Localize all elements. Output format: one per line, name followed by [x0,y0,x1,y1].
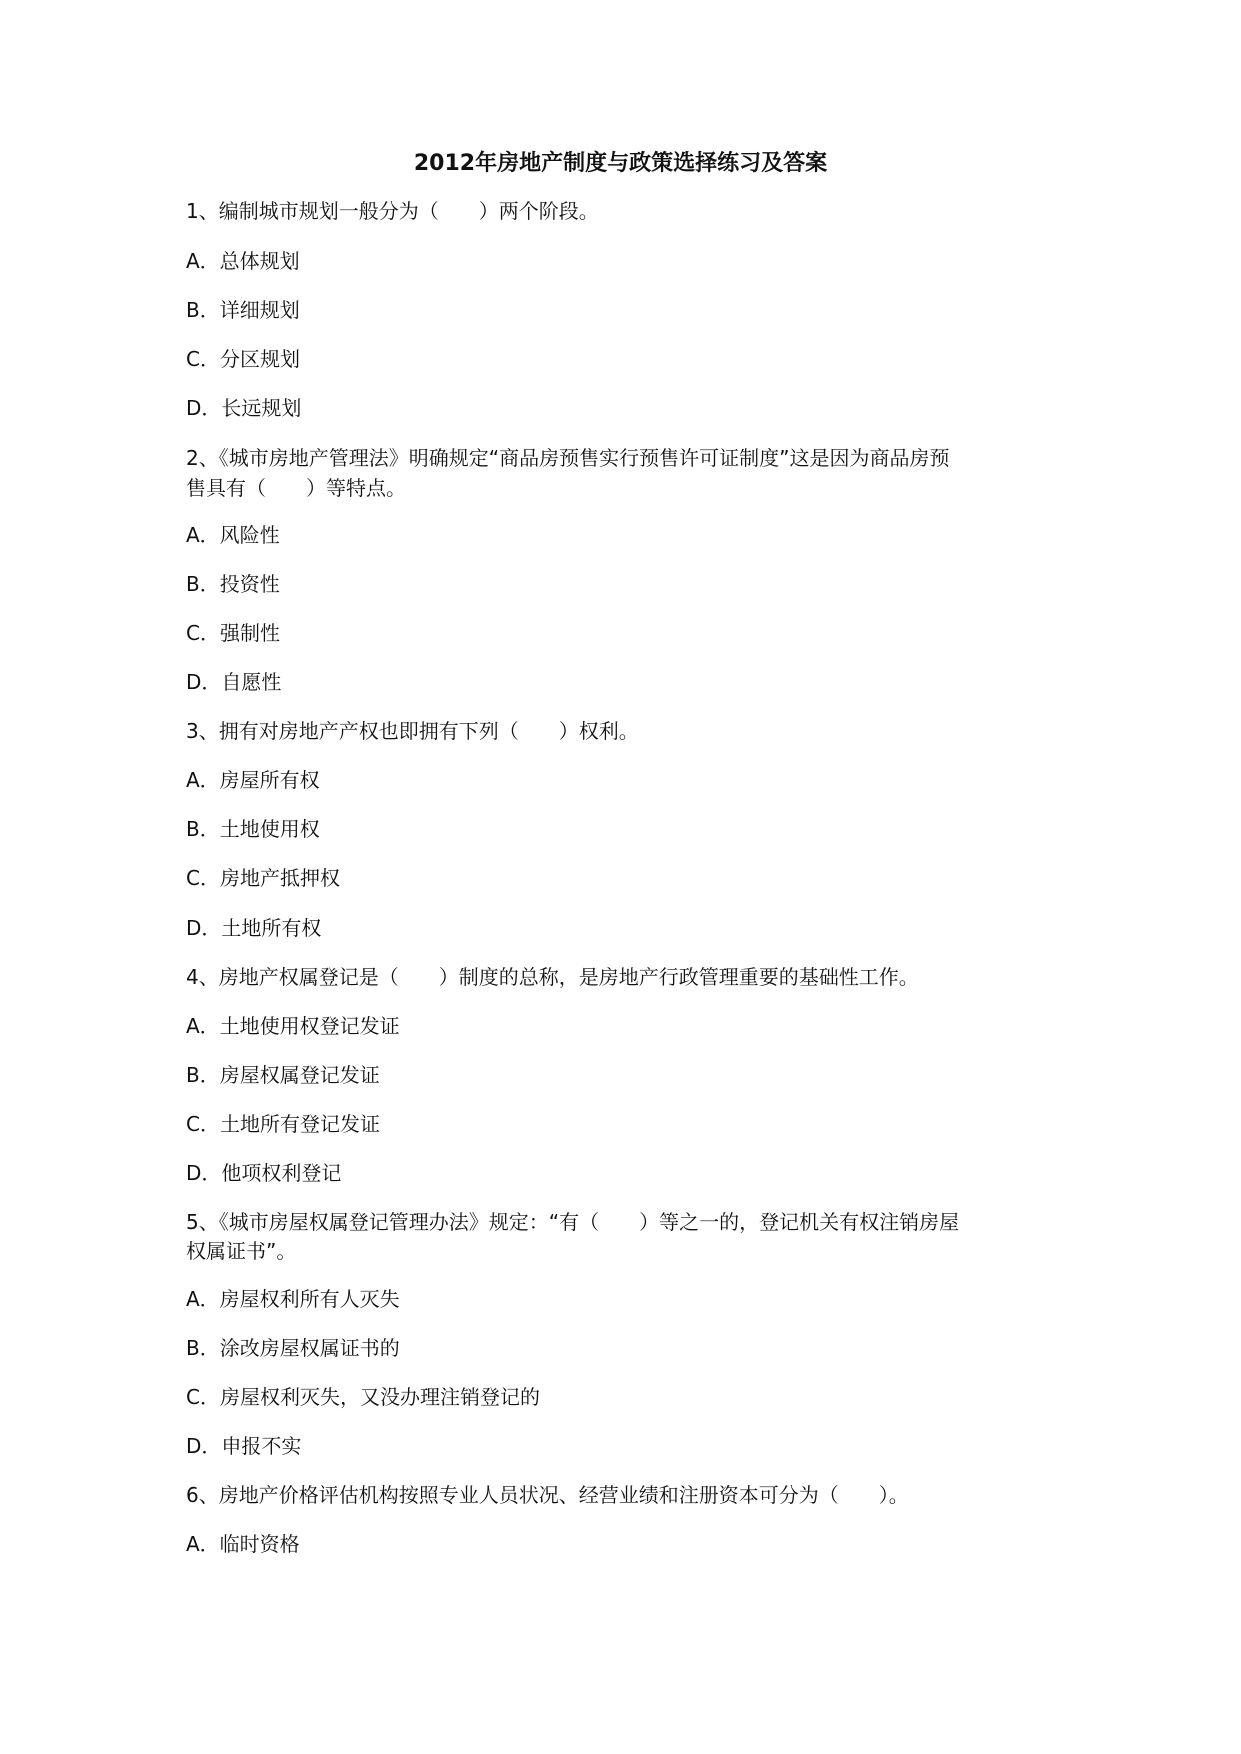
question-4-option-b: B．房屋权属登记发证 [186,1063,380,1087]
question-4-option-d: D．他项权利登记 [186,1161,342,1185]
question-6-stem: 6、房地产价格评估机构按照专业人员状况、经营业绩和注册资本可分为（ ）。 [186,1483,909,1507]
question-4-option-c: C．土地所有登记发证 [186,1112,380,1136]
question-6-option-a: A．临时资格 [186,1532,300,1556]
question-3-option-b: B．土地使用权 [186,817,320,841]
question-5-stem-line-1: 5、《城市房屋权属登记管理办法》规定：“有（ ）等之一的，登记机关有权注销房屋 [186,1210,960,1234]
question-2-stem-line-2: 售具有（ ）等特点。 [186,476,406,500]
question-5-option-c: C．房屋权利灭失，又没办理注销登记的 [186,1385,540,1409]
question-2-option-a: A．风险性 [186,523,280,547]
question-1-option-b: B．详细规划 [186,298,300,322]
question-3-stem: 3、拥有对房地产产权也即拥有下列（ ）权利。 [186,719,639,743]
question-1-option-a: A．总体规划 [186,249,300,273]
question-2-option-d: D．自愿性 [186,670,282,694]
question-3-option-d: D．土地所有权 [186,916,322,940]
question-2-option-b: B．投资性 [186,572,280,596]
question-3-option-a: A．房屋所有权 [186,768,320,792]
question-5-option-a: A．房屋权利所有人灭失 [186,1287,400,1311]
question-5-stem-line-2: 权属证书”。 [186,1239,297,1263]
page-title: 2012年房地产制度与政策选择练习及答案 [413,151,828,176]
question-5-option-d: D．申报不实 [186,1434,302,1458]
question-4-option-a: A．土地使用权登记发证 [186,1014,400,1038]
question-1-stem: 1、编制城市规划一般分为（ ）两个阶段。 [186,199,599,223]
question-3-option-c: C．房地产抵押权 [186,866,340,890]
question-2-stem-line-1: 2、《城市房地产管理法》明确规定“商品房预售实行预售许可证制度”这是因为商品房预 [186,446,950,470]
question-1-option-d: D．长远规划 [186,396,302,420]
question-5-option-b: B．涂改房屋权属证书的 [186,1336,400,1360]
question-1-option-c: C．分区规划 [186,347,300,371]
question-4-stem: 4、房地产权属登记是（ ）制度的总称，是房地产行政管理重要的基础性工作。 [186,965,919,989]
question-2-option-c: C．强制性 [186,621,280,645]
